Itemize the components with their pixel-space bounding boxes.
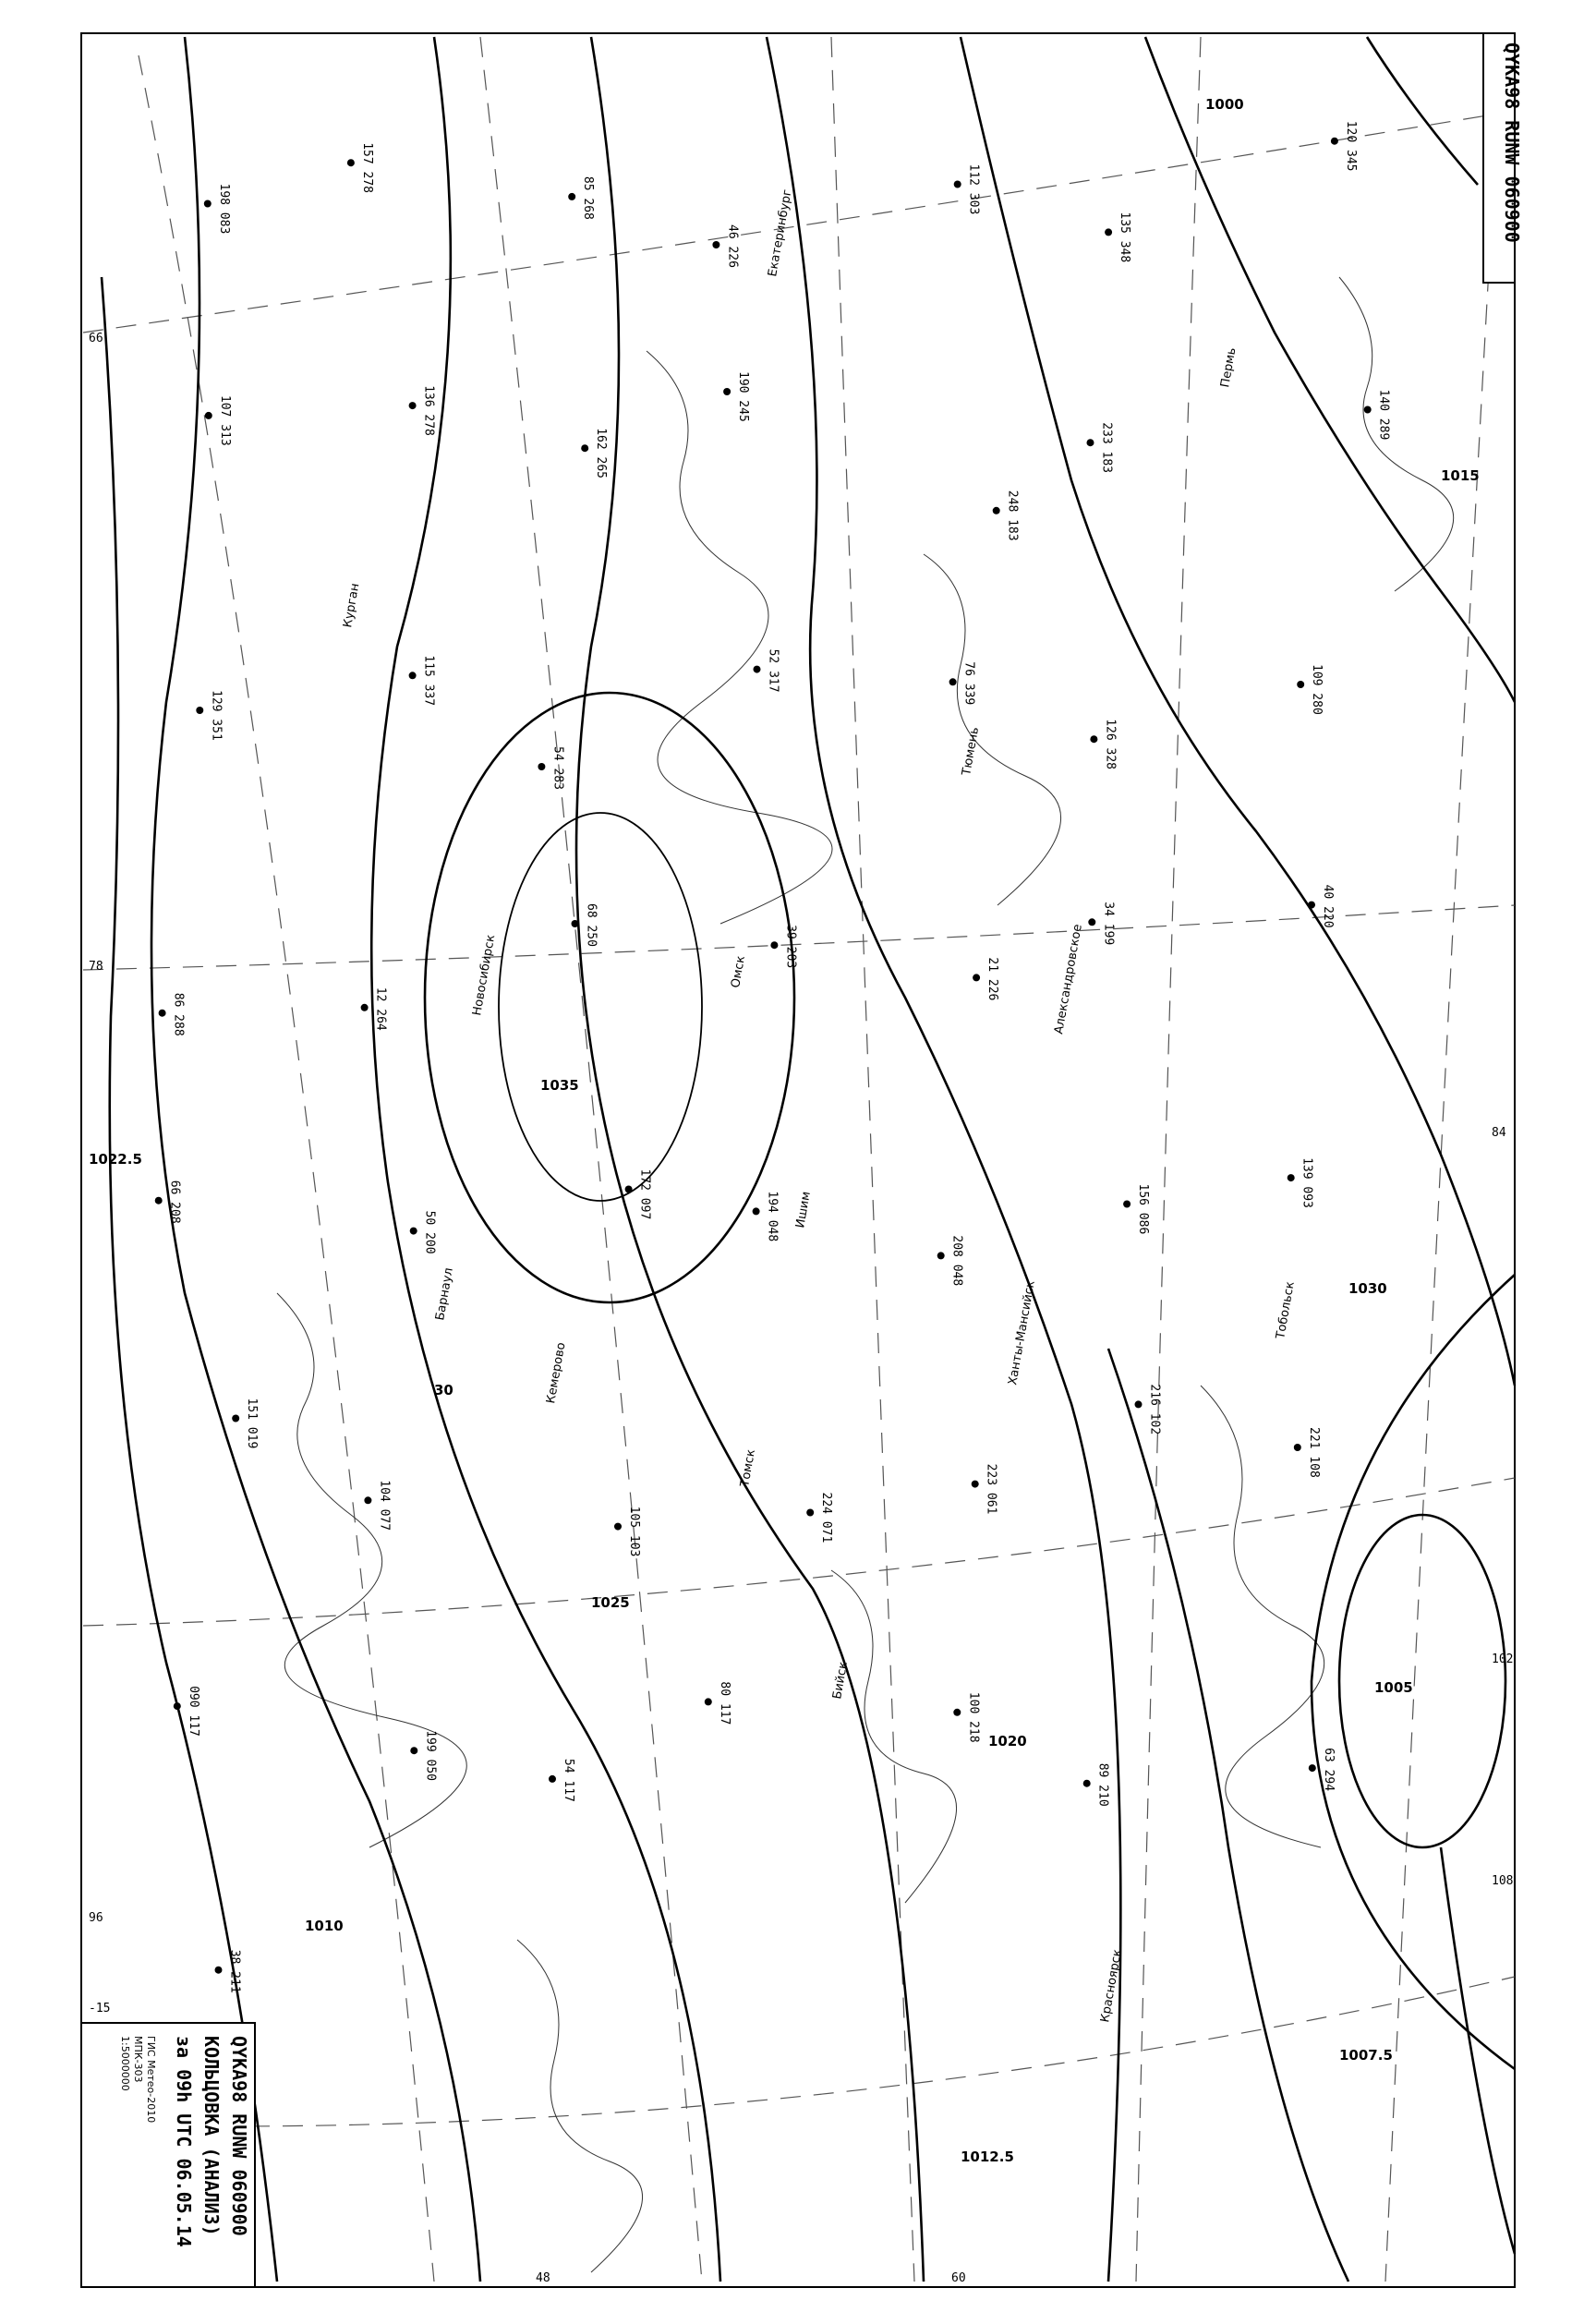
station-value: 172 097 [637,1168,652,1220]
station-dot [937,1252,945,1259]
isobar-label: 1005 [1374,1679,1413,1696]
city-label: Ишим [793,1190,814,1229]
station-plot [1090,719,1117,769]
edge-mark: -15 [89,2002,111,2016]
station-value: 105 103 [627,1506,641,1557]
station-value: 63 294 [1321,1748,1336,1792]
station-value: 157 278 [359,142,374,193]
station-plot [754,649,780,693]
station-dot [972,1481,979,1488]
station-value: 129 351 [209,690,224,741]
station-dot [568,193,575,200]
edge-mark: 66 [89,332,103,345]
station-plot [1309,1748,1336,1791]
station-value: 80 117 [717,1681,732,1725]
station-plot [753,1191,780,1241]
station-value: 46 226 [725,224,740,268]
station-plot [1135,1384,1162,1434]
isobar-label: 1012.5 [961,2149,1014,2165]
city-label: Омск [729,954,749,989]
city-label: Курган [341,582,363,629]
station-dot [1297,681,1304,688]
header-code-bottom: QYKA98 RUNW 060900 [228,2036,250,2236]
station-dot [1123,1201,1130,1208]
station-plot [1331,121,1358,172]
station-plot [770,925,797,968]
station-value: 86 288 [171,992,186,1036]
station-plot [1308,885,1335,928]
header-code-top: QYKA98 RUNW 060900 [1501,42,1523,243]
station-dot [232,1415,239,1422]
station-value: 199 050 [423,1730,438,1781]
station-value: 140 289 [1376,389,1391,441]
station-value: 100 218 [966,1691,981,1743]
station-plot [572,903,598,947]
city-label: Томск [738,1448,759,1488]
isobar-label: 1007.5 [1339,2047,1393,2064]
station-dot [410,1747,417,1754]
city-labels [341,188,1298,2024]
station-value: 216 102 [1147,1384,1162,1435]
station-dot [1083,1780,1091,1787]
station-value: 21 226 [985,957,1000,1001]
station-value: 198 083 [216,183,231,235]
station-plot [949,661,976,705]
software-name: ГИС Метео-2010 [145,2036,157,2124]
station-dot [753,1207,760,1215]
station-plot [364,1480,391,1531]
station-value: 68 250 [584,903,598,947]
station-dot [1331,138,1338,145]
station-value: 66 208 [167,1180,182,1224]
station-value: 52 317 [766,648,780,693]
station-dot [754,666,761,673]
city-label: Красноярск [1098,1948,1125,2024]
isobar-label: 1000 [1205,96,1244,113]
station-value: 223 061 [984,1463,998,1515]
station-plot [215,1950,242,1993]
station-plot [410,1211,437,1254]
station-plot [409,655,436,706]
station-dot [361,1004,369,1011]
station-dot [1087,439,1094,446]
station-plot [953,1692,980,1743]
station-plot [232,1398,259,1449]
station-value: 34 199 [1101,902,1116,946]
station-dot [953,1709,961,1716]
station-dot [1308,902,1315,909]
edge-mark: 78 [89,960,103,974]
station-value: 120 345 [1343,120,1358,172]
station-value: 104 077 [377,1480,392,1531]
edge-mark: 96 [89,1911,103,1925]
station-plot [347,142,374,193]
station-dot [1088,918,1095,926]
station-plot [937,1235,964,1286]
station-dot [205,412,212,419]
station-plot [723,371,750,422]
station-plot [1083,1763,1110,1807]
edge-mark: 84 [1492,1126,1506,1140]
station-dot [1309,1764,1316,1772]
station-dot [538,763,545,770]
station-plot [409,385,436,436]
city-label: Барнаул [433,1266,456,1322]
valid-time: за 09h UTC 06.05.14 [173,2036,195,2247]
station-value: 248 183 [1005,490,1020,541]
station-dot [215,1967,223,1974]
station-plot [549,1759,575,1802]
isobar-label: 1015 [1441,467,1480,484]
station-dot [196,707,203,714]
city-label: Тобольск [1274,1280,1298,1340]
station-value: 139 093 [1300,1157,1314,1208]
station-dot [973,974,980,981]
station-plot [196,690,223,741]
city-label: Екатеринбург [766,188,795,278]
station-value: 12 264 [373,987,388,1031]
station-plot [1087,422,1114,473]
station-plot [806,1493,833,1543]
station-value: 112 303 [966,163,981,215]
map-scale: 1:5000000 [119,2036,131,2091]
isobar-label: 1025 [591,1594,630,1611]
station-value: 208 048 [949,1235,964,1287]
station-value: 151 019 [245,1398,260,1449]
station-value: 221 108 [1306,1427,1321,1478]
coordinate-grid [83,37,1515,2282]
station-plot [625,1169,652,1220]
station-id: МПК-303 [132,2036,144,2083]
station-plot [155,1180,182,1224]
station-dot [1135,1400,1143,1408]
station-value: 126 328 [1103,719,1118,769]
station-plot [581,428,608,478]
station-plot [705,1681,732,1725]
station-dot [1105,228,1112,236]
title-block-bottom [81,2023,255,2287]
station-value: 107 313 [217,394,232,446]
station-dot [581,444,588,452]
station-value: 224 071 [819,1492,834,1543]
station-value: 162 265 [594,428,609,478]
station-dot [723,388,731,395]
station-dot [347,159,355,166]
city-label: Пермь [1218,346,1239,389]
edge-mark: 108 [1492,1874,1514,1888]
station-dot [712,241,719,248]
station-dot [993,507,1000,514]
station-dot [204,200,212,207]
station-value: 090 117 [186,1686,200,1737]
station-dot [614,1523,622,1531]
map-frame [81,33,1515,2287]
station-plot [1297,664,1324,715]
station-plot [159,993,186,1036]
city-label: Бийск [830,1660,852,1701]
station-plot [954,164,981,215]
station-value: 39 203 [783,925,798,969]
station-dot [949,678,957,685]
station-dot [410,1228,417,1235]
station-plot [1105,212,1131,262]
isobar-label: 1020 [988,1733,1027,1749]
station-dot [770,941,778,949]
station-value: 54 283 [550,746,565,790]
station-plot [174,1686,200,1737]
city-label: Александровское [1052,923,1085,1035]
station-plot [993,490,1020,541]
station-value: 89 210 [1095,1762,1110,1807]
station-plot [538,746,564,790]
station-plot [712,224,739,268]
city-label: Ханты-Мансийск [1006,1279,1038,1386]
station-dot [409,672,417,679]
isobar-label: 1010 [305,1918,344,1934]
station-plot [204,184,231,235]
station-plot [361,987,388,1031]
station-plot [1088,902,1115,945]
station-plot [410,1730,437,1781]
station-dot [1090,735,1097,743]
station-value: 233 183 [1099,422,1114,473]
title-strip-top [1483,33,1523,283]
station-value: 40 220 [1321,884,1335,928]
station-dot [409,402,417,409]
station-value: 109 280 [1310,664,1324,715]
edge-mark: 60 [951,2271,966,2285]
station-dot [155,1197,163,1204]
city-label: Новосибирск [470,933,499,1017]
product-name: КОЛЬЦОВКА (АНАЛИЗ) [200,2036,223,2236]
station-value: 54 117 [562,1758,575,1802]
station-dot [572,920,579,927]
station-plot [1123,1184,1150,1235]
station-dot [625,1186,633,1193]
station-value: 136 278 [421,385,436,436]
station-value: 76 339 [961,661,976,706]
station-dot [159,1010,166,1017]
isobar-label: 1030 [1348,1280,1387,1297]
station-plot [1288,1157,1314,1208]
station-value: 156 086 [1136,1183,1151,1235]
station-dot [705,1698,712,1705]
station-value: 38 211 [227,1949,242,1993]
station-value: 194 048 [765,1191,780,1242]
station-plot [1294,1427,1321,1478]
station-plot [973,957,999,1000]
isobar-label: 30 [434,1382,453,1398]
station-dot [1364,406,1372,414]
isobar-label: 1022.5 [89,1151,142,1168]
station-plot [205,395,232,446]
station-dot [1288,1174,1295,1181]
station-dot [174,1702,181,1710]
station-dot [364,1496,371,1504]
station-value: 190 245 [736,371,751,422]
station-plot [568,176,595,220]
city-label: Тюмень [960,726,983,777]
station-value: 85 268 [581,176,596,220]
edge-mark: 48 [536,2271,550,2285]
station-plot [972,1464,998,1515]
edge-marks [89,332,1513,2285]
edge-mark: 102 [1492,1652,1514,1666]
station-plot [614,1507,641,1557]
station-dot [1294,1444,1301,1451]
station-value: 115 337 [421,655,436,707]
station-dot [954,181,961,188]
station-value: 50 200 [422,1210,437,1254]
isobar-label: 1035 [540,1077,579,1094]
station-value: 135 348 [1118,212,1132,263]
station-dot [549,1775,556,1783]
city-label: Кемерово [544,1341,569,1405]
station-dot [806,1509,814,1517]
isobar-value-labels [89,96,1480,2165]
